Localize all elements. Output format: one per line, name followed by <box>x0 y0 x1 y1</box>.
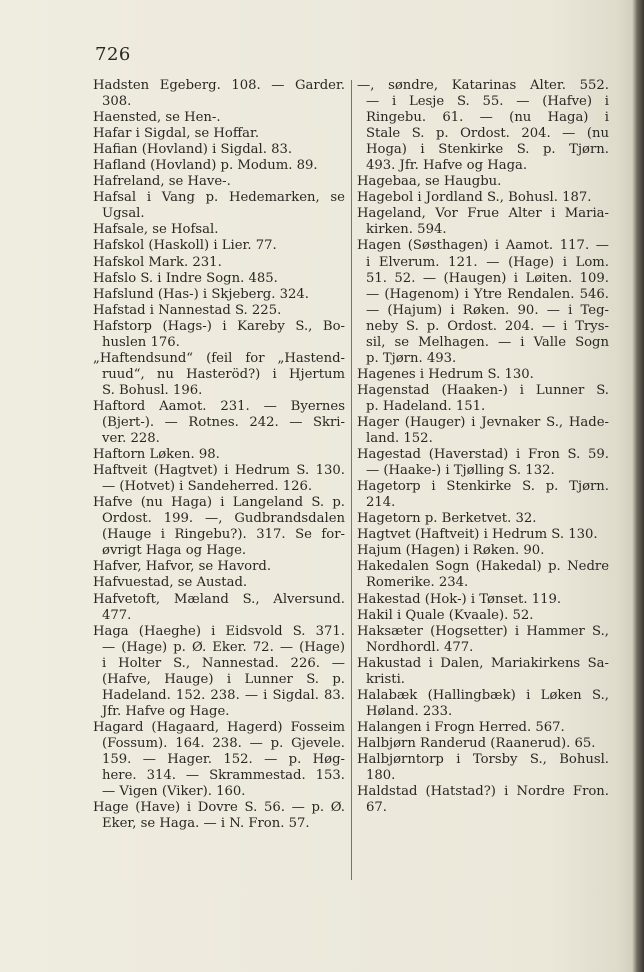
index-entry <box>357 238 609 366</box>
entry-line: Hafskol Mark. 231. <box>93 254 222 270</box>
index-entry <box>357 752 609 784</box>
index-entry <box>93 238 345 254</box>
index-entry <box>357 592 609 608</box>
entry-line: Hafland (Hovland) p. Modum. 89. <box>93 158 318 174</box>
entry-line: neby S. p. Ordost. 204. — i Trys- <box>366 318 609 334</box>
entry-line: 180. <box>366 768 396 784</box>
entry-line: — Vigen (Viker). 160. <box>102 784 246 800</box>
entry-line: Hagenstad (Haaken-) i Lunner S. <box>357 382 609 398</box>
index-entry <box>357 527 609 543</box>
entry-line: — i Lesje S. 55. — (Hafve) i <box>366 94 609 110</box>
entry-line: Hagebol i Jordland S., Bohusl. 187. <box>357 190 592 206</box>
index-entry <box>357 511 609 527</box>
entry-line: Hagetorn p. Berketvet. 32. <box>357 511 537 527</box>
entry-line: Haftord Aamot. 231. — Byernes <box>93 398 345 414</box>
entry-line: Hafsale, se Hofsal. <box>93 222 219 238</box>
entry-line: Eker, se Haga. — i N. Fron. 57. <box>102 816 310 832</box>
entry-line: 51. 52. — (Haugen) i Løiten. 109. <box>366 270 609 286</box>
index-entry <box>357 415 609 447</box>
entry-line: Hoga) i Stenkirke S. p. Tjørn. <box>366 142 609 158</box>
entry-line: Hadsten Egeberg. 108. — Garder. <box>93 78 345 93</box>
entry-line: Ordost. 199. —, Gudbrandsdalen <box>102 511 345 527</box>
entry-line: Hagtvet (Haftveit) i Hedrum S. 130. <box>357 527 598 543</box>
entry-line: Hafian (Hovland) i Sigdal. 83. <box>93 142 293 158</box>
index-entry <box>357 383 609 415</box>
index-entry <box>93 463 345 495</box>
entry-line: Hagenes i Hedrum S. 130. <box>357 366 534 382</box>
entry-line: Høland. 233. <box>366 703 453 719</box>
entry-line: (Bjert-). — Rotnes. 242. — Skri- <box>102 414 345 430</box>
entry-line: Hafreland, se Have-. <box>93 174 231 190</box>
entry-line: Hafslund (Has-) i Skjeberg. 324. <box>93 286 309 302</box>
entry-line: 67. <box>366 800 387 816</box>
entry-line: Hagebaa, se Haugbu. <box>357 174 502 190</box>
entry-line: Haftorn Løken. 98. <box>93 447 220 463</box>
entry-line: Hafstorp (Hags-) i Kareby S., Bo- <box>93 318 345 334</box>
entry-line: Hagen (Søsthagen) i Aamot. 117. — <box>357 238 609 254</box>
index-entry <box>93 592 345 624</box>
index-entry <box>357 784 609 816</box>
entry-line: Hagestad (Haverstad) i Fron S. 59. <box>357 447 609 463</box>
index-entry <box>357 736 609 752</box>
entry-line: —, søndre, Katarinas Alter. 552. <box>357 78 609 93</box>
entry-line: huslen 176. <box>102 334 180 350</box>
entry-line: — (Hagenom) i Ytre Rendalen. 546. <box>366 286 609 302</box>
index-entry <box>93 303 345 319</box>
entry-line: Hadeland. 152. 238. — i Sigdal. 83. <box>102 687 345 703</box>
page-edge-shadow <box>632 0 644 972</box>
entry-line: ruud“, nu Hasteröd?) i Hjertum <box>102 366 345 382</box>
entry-line: Hafve (nu Haga) i Langeland S. p. <box>93 495 345 511</box>
entry-line: Haga (Haeghe) i Eidsvold S. 371. <box>93 623 345 639</box>
index-entry <box>93 78 345 110</box>
entry-line: Haksæter (Hogsetter) i Hammer S., <box>357 623 609 639</box>
entry-line: Hafvetoft, Mæland S., Alversund. <box>93 591 345 607</box>
entry-line: (Fossum). 164. 238. — p. Gjevele. <box>102 735 345 751</box>
index-entry <box>357 608 609 624</box>
entry-line: „Haftendsund“ (feil for „Hastend- <box>93 350 345 366</box>
index-entry <box>93 190 345 222</box>
index-entry <box>357 367 609 383</box>
index-entry <box>93 495 345 559</box>
index-entry <box>93 575 345 591</box>
entry-line: 477. <box>102 607 132 623</box>
index-entry <box>357 479 609 511</box>
entry-line: — (Hajum) i Røken. 90. — i Teg- <box>366 302 609 318</box>
entry-line: Hage (Have) i Dovre S. 56. — p. Ø. <box>93 800 345 816</box>
entry-line: (Hauge i Ringebu?). 317. Se for- <box>102 527 345 543</box>
entry-line: (Hafve, Hauge) i Lunner S. p. <box>102 671 345 687</box>
entry-line: øvrigt Haga og Hage. <box>102 543 247 559</box>
entry-line: Hager (Hauger) i Jevnaker S., Hade- <box>357 414 609 430</box>
index-entry <box>93 142 345 158</box>
entry-line: Nordhordl. 477. <box>366 639 474 655</box>
index-entry <box>357 543 609 559</box>
entry-line: Haensted, se Hen-. <box>93 110 221 126</box>
index-entry <box>357 624 609 656</box>
entry-line: Hafskol (Haskoll) i Lier. 77. <box>93 238 277 254</box>
entry-line: S. Bohusl. 196. <box>102 382 203 398</box>
left-column <box>93 78 345 832</box>
entry-line: Hafsal i Vang p. Hedemarken, se <box>93 190 345 206</box>
entry-line: here. 314. — Skrammestad. 153. <box>102 768 345 784</box>
index-entry <box>93 174 345 190</box>
index-entry <box>93 126 345 142</box>
index-entry <box>357 206 609 238</box>
entry-line: Ringebu. 61. — (nu Haga) i <box>366 110 609 126</box>
entry-line: Hakustad i Dalen, Mariakirkens Sa- <box>357 655 609 671</box>
index-entry <box>93 447 345 463</box>
index-entry <box>357 447 609 479</box>
entry-line: kirken. 594. <box>366 222 447 238</box>
entry-line: Hakil i Quale (Kvaale). 52. <box>357 607 534 623</box>
entry-line: Hageland, Vor Frue Alter i Maria- <box>357 206 609 222</box>
index-entry <box>93 271 345 287</box>
entry-line: 214. <box>366 495 396 511</box>
index-entry <box>93 158 345 174</box>
page-number: 726 <box>95 44 131 65</box>
index-entry <box>93 720 345 800</box>
entry-line: 493. Jfr. Hafve og Haga. <box>366 158 528 174</box>
entry-line: Ugsal. <box>102 206 145 222</box>
entry-line: Hafvuestad, se Austad. <box>93 575 248 591</box>
index-entry <box>93 624 345 720</box>
index-entry <box>93 319 345 351</box>
entry-line: kristi. <box>366 671 405 687</box>
index-entry <box>357 720 609 736</box>
entry-line: Halbjørn Randerud (Raanerud). 65. <box>357 735 596 751</box>
entry-line: p. Tjørn. 493. <box>366 350 457 366</box>
index-entry <box>357 688 609 720</box>
entry-line: — (Hage) p. Ø. Eker. 72. — (Hage) <box>102 639 345 655</box>
entry-line: p. Hadeland. 151. <box>366 398 486 414</box>
entry-line: Halabæk (Hallingbæk) i Løken S., <box>357 687 609 703</box>
entry-line: Haftveit (Hagtvet) i Hedrum S. 130. <box>93 463 345 479</box>
entry-line: Hajum (Hagen) i Røken. 90. <box>357 543 545 559</box>
entry-line: Hafstad i Nannestad S. 225. <box>93 302 282 318</box>
entry-line: i Holter S., Nannestad. 226. — <box>102 655 345 671</box>
entry-line: Hafar i Sigdal, se Hoffar. <box>93 126 260 142</box>
entry-line: Jfr. Hafve og Hage. <box>102 703 230 719</box>
entry-line: — (Hotvet) i Sandeherred. 126. <box>102 479 313 495</box>
entry-line: Hakedalen Sogn (Hakedal) p. Nedre <box>357 559 609 575</box>
column-divider <box>351 80 352 880</box>
entry-line: Hagetorp i Stenkirke S. p. Tjørn. <box>357 479 609 495</box>
entry-line: Hafslo S. i Indre Sogn. 485. <box>93 270 278 286</box>
index-entry <box>93 110 345 126</box>
index-entry <box>93 559 345 575</box>
index-entry <box>93 351 345 399</box>
entry-line: i Elverum. 121. — (Hage) i Lom. <box>366 254 609 270</box>
index-entry <box>357 190 609 206</box>
entry-line: 308. <box>102 94 132 110</box>
entry-line: Halbjørntorp i Torsby S., Bohusl. <box>357 751 609 767</box>
index-entry <box>93 800 345 832</box>
entry-line: sil, se Melhagen. — i Valle Sogn <box>366 334 609 350</box>
index-entry <box>357 174 609 190</box>
entry-line: Hakestad (Hok-) i Tønset. 119. <box>357 591 562 607</box>
entry-line: Halangen i Frogn Herred. 567. <box>357 719 565 735</box>
index-entry <box>93 222 345 238</box>
entry-line: land. 152. <box>366 431 433 447</box>
entry-line: ver. 228. <box>102 431 160 447</box>
index-entry <box>357 656 609 688</box>
entry-line: Hafver, Hafvor, se Havord. <box>93 559 272 575</box>
entry-line: Haldstad (Hatstad?) i Nordre Fron. <box>357 784 609 800</box>
index-entry <box>357 78 609 174</box>
right-column <box>357 78 609 816</box>
index-entry <box>93 255 345 271</box>
index-entry <box>93 287 345 303</box>
entry-line: Romerike. 234. <box>366 575 469 591</box>
entry-line: Hagard (Hagaard, Hagerd) Fosseim <box>93 719 345 735</box>
index-entry <box>357 559 609 591</box>
entry-line: Stale S. p. Ordost. 204. — (nu <box>366 126 609 142</box>
entry-line: 159. — Hager. 152. — p. Høg- <box>102 751 345 767</box>
entry-line: — (Haake-) i Tjølling S. 132. <box>366 463 555 479</box>
index-entry <box>93 399 345 447</box>
